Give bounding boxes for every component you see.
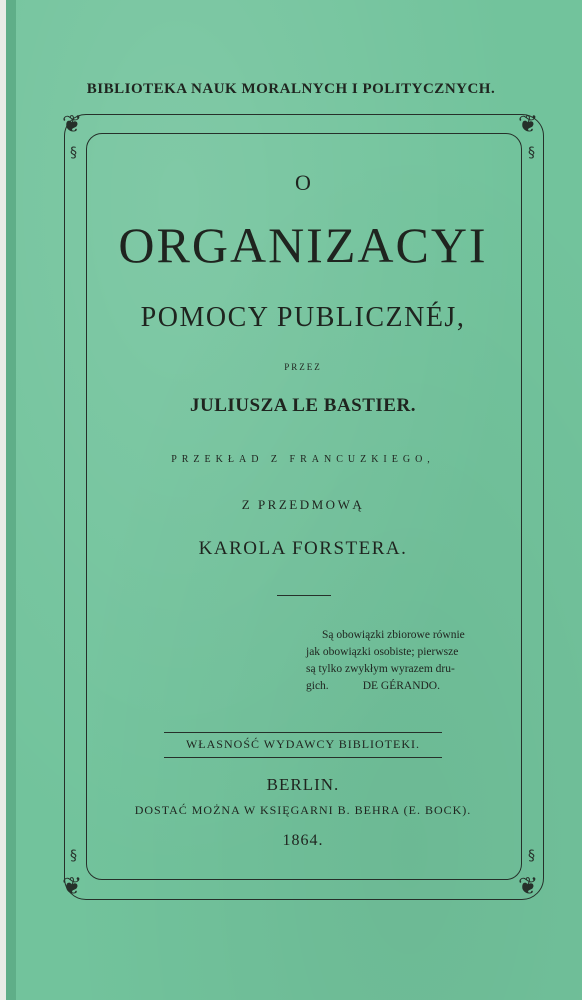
page-edge	[6, 0, 16, 1000]
epigraph-line: są tylko zwykłym wyrazem dru-	[306, 663, 455, 675]
divider	[277, 595, 331, 596]
border-scroll-icon: §	[70, 848, 77, 864]
imprint-availability: DOSTAĆ MOŻNA W KSIĘGARNI B. BEHRA (E. BOCK).	[134, 803, 472, 817]
divider	[164, 757, 442, 758]
epigraph-line: jak obowiązki osobiste; pierwsze	[306, 646, 459, 658]
border-scroll-icon: §	[528, 145, 535, 161]
epigraph	[306, 627, 506, 695]
main-title: ORGANIZACYI	[118, 217, 488, 273]
divider	[164, 732, 442, 733]
translation-note: PRZEKŁAD Z FRANCUZKIEGO,	[171, 454, 435, 465]
corner-scroll-icon: ❦	[518, 872, 539, 900]
preface-author: KAROLA FORSTERA.	[198, 538, 408, 559]
title-preposition: O	[295, 170, 311, 195]
corner-scroll-icon: ❦	[62, 872, 83, 900]
preface-note: Z PRZEDMOWĄ	[241, 497, 365, 512]
series-title: BIBLIOTEKA NAUK MORALNYCH I POLITYCZNYCH.	[86, 81, 496, 97]
author-name: JULIUSZA LE BASTIER.	[190, 395, 416, 416]
publisher-rights: WŁASNOŚĆ WYDAWCY BIBLIOTEKI.	[185, 737, 421, 751]
corner-scroll-icon: ❦	[62, 110, 83, 138]
border-scroll-icon: §	[528, 848, 535, 864]
epigraph-attribution: DE GÉRANDO.	[362, 680, 440, 692]
imprint-city: BERLIN.	[266, 775, 340, 794]
author-prefix: PRZEZ	[284, 362, 322, 372]
epigraph-line: Są obowiązki zbiorowe równie	[322, 629, 465, 641]
border-scroll-icon: §	[70, 145, 77, 161]
subtitle: POMOCY PUBLICZNÉJ,	[140, 302, 466, 333]
epigraph-line: gich.	[306, 680, 329, 692]
corner-scroll-icon: ❦	[518, 110, 539, 138]
imprint-year: 1864.	[282, 832, 324, 849]
